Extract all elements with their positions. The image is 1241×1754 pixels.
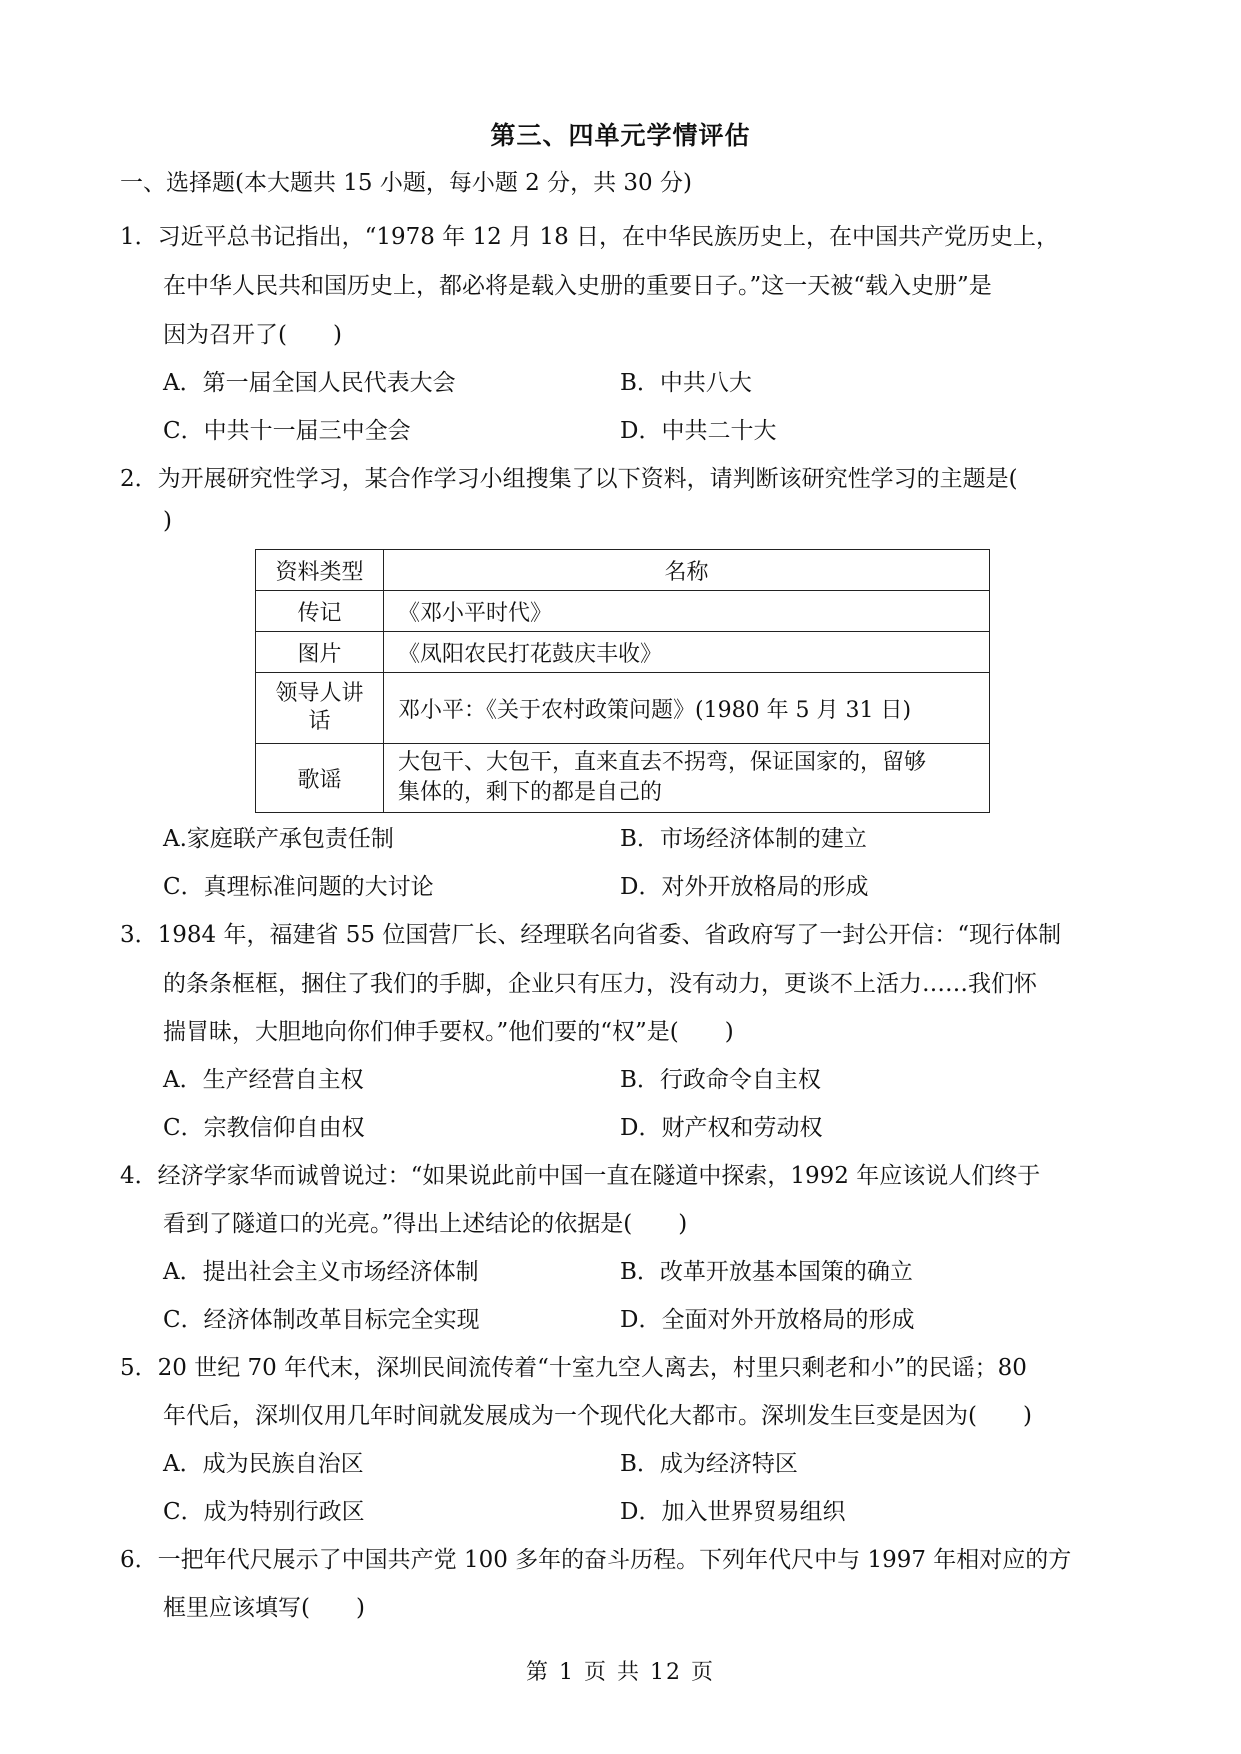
q1-line-3: 因为召开了( ): [163, 322, 342, 348]
table-header-cell: 名称: [384, 550, 990, 591]
q2-option-d: D．对外开放格局的形成: [620, 874, 869, 900]
q3-line-3: 揣冒昧，大胆地向你们伸手要权。”他们要的“权”是( ): [163, 1019, 734, 1045]
q5-option-b: B．成为经济特区: [620, 1451, 798, 1477]
q3-option-b: B．行政命令自主权: [620, 1067, 821, 1093]
table-cell: 《邓小平时代》: [384, 591, 990, 632]
q3-line-1: 3．1984 年，福建省 55 位国营厂长、经理联名向省委、省政府写了一封公开信：“现行体制: [120, 922, 1062, 948]
q4-option-d: D．全面对外开放格局的形成: [620, 1307, 915, 1333]
table-cell-text: 领导人讲话: [275, 681, 364, 734]
q1-option-b: B．中共八大: [620, 370, 752, 396]
q3-option-c: C．宗教信仰自由权: [163, 1115, 365, 1141]
table-cell-text: 大包干、大包干，直来直去不拐弯，保证国家的，留够集体的，剩下的都是自己的: [398, 750, 927, 805]
table-header-cell: 资料类型: [256, 550, 384, 591]
q5-option-a: A．成为民族自治区: [163, 1451, 364, 1477]
q1-option-d: D．中共二十大: [620, 418, 777, 444]
q5-option-c: C．成为特别行政区: [163, 1499, 365, 1525]
q4-option-c: C．经济体制改革目标完全实现: [163, 1307, 480, 1333]
q1-line-2: 在中华人民共和国历史上，都必将是载入史册的重要日子。”这一天被“载入史册”是: [163, 273, 992, 299]
q2-option-b: B．市场经济体制的建立: [620, 826, 867, 852]
table-row: [256, 632, 990, 673]
table-cell: 歌谣: [256, 744, 384, 813]
q4-option-a: A．提出社会主义市场经济体制: [163, 1259, 479, 1285]
q6-line-1: 6．一把年代尺展示了中国共产党 100 多年的奋斗历程。下列年代尺中与 1997 年相对应的方: [120, 1547, 1072, 1573]
table-cell: 图片: [256, 632, 384, 673]
q2-option-c: C．真理标准问题的大讨论: [163, 874, 434, 900]
section-header: 一、选择题(本大题共 15 小题，每小题 2 分，共 30 分): [120, 170, 692, 196]
page-footer: 第 1 页 共 12 页: [526, 1660, 715, 1685]
resource-table: [255, 549, 990, 813]
q4-line-1: 4．经济学家华而诚曾说过：“如果说此前中国一直在隧道中探索，1992 年应该说人们终于: [120, 1163, 1041, 1189]
table-cell: [384, 744, 990, 813]
q2-line-1: 2．为开展研究性学习，某合作学习小组搜集了以下资料，请判断该研究性学习的主题是(: [120, 466, 1018, 492]
q5-option-d: D．加入世界贸易组织: [620, 1499, 846, 1525]
table-header-row: [256, 550, 990, 591]
q4-line-2: 看到了隧道口的光亮。”得出上述结论的依据是( ): [163, 1211, 688, 1237]
table-row: [256, 673, 990, 744]
table-cell: 《凤阳农民打花鼓庆丰收》: [384, 632, 990, 673]
q1-option-c: C．中共十一届三中全会: [163, 418, 411, 444]
q5-line-1: 5．20 世纪 70 年代末，深圳民间流传着“十室九空人离去，村里只剩老和小”的民谣；80: [120, 1355, 1027, 1381]
q6-line-2: 框里应该填写( ): [163, 1595, 365, 1621]
q3-option-d: D．财产权和劳动权: [620, 1115, 823, 1141]
table-cell: 邓小平：《关于农村政策问题》(1980 年 5 月 31 日): [384, 673, 990, 744]
table-row: [256, 591, 990, 632]
q3-option-a: A．生产经营自主权: [163, 1067, 364, 1093]
q1-option-a: A．第一届全国人民代表大会: [163, 370, 456, 396]
q1-line-1: 1．习近平总书记指出，“1978 年 12 月 18 日，在中华民族历史上，在中国共产党历史上，: [120, 224, 1060, 250]
q5-line-2: 年代后，深圳仅用几年时间就发展成为一个现代化大都市。深圳发生巨变是因为( ): [163, 1403, 1032, 1429]
q3-line-2: 的条条框框，捆住了我们的手脚，企业只有压力，没有动力，更谈不上活力……我们怀: [163, 971, 1037, 997]
q4-option-b: B．改革开放基本国策的确立: [620, 1259, 913, 1285]
q2-option-a: A.家庭联产承包责任制: [163, 826, 394, 852]
table-cell: 传记: [256, 591, 384, 632]
table-row: [256, 744, 990, 813]
q2-line-2: ): [163, 508, 172, 534]
page-title: 第三、四单元学情评估: [490, 121, 751, 150]
table-cell: [256, 673, 384, 744]
